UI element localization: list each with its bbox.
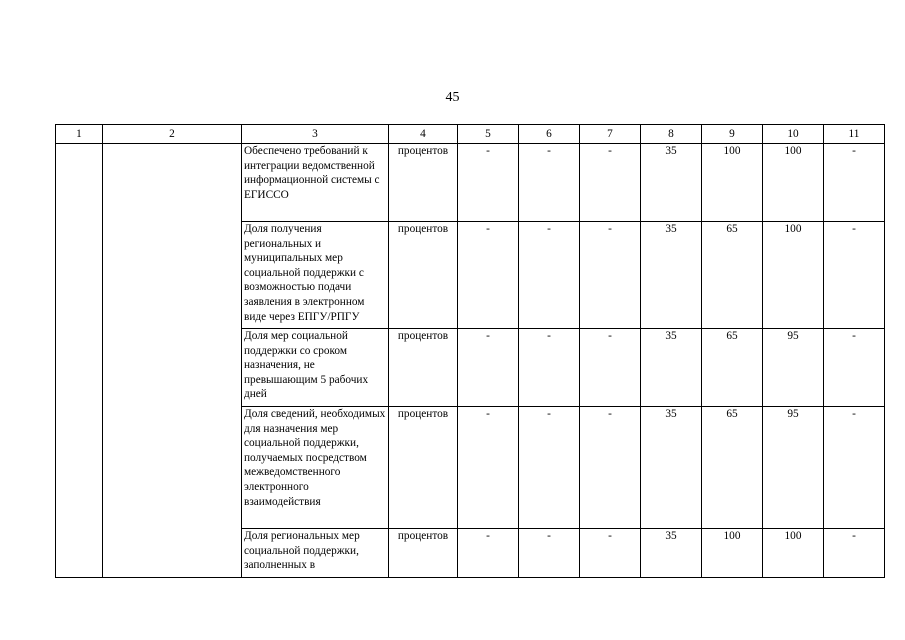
value-col5: - xyxy=(458,144,519,222)
value-col5: - xyxy=(458,529,519,578)
value-col8: 35 xyxy=(641,407,702,529)
value-col9: 65 xyxy=(702,222,763,329)
value-col11: - xyxy=(824,144,885,222)
value-col6: - xyxy=(519,529,580,578)
value-col10: 100 xyxy=(763,144,824,222)
value-col6: - xyxy=(519,222,580,329)
indicator-name: Доля региональных мер социальной поддержки, заполненных в xyxy=(242,529,389,578)
cell-goal-empty xyxy=(103,144,242,578)
value-col5: - xyxy=(458,407,519,529)
value-col9: 100 xyxy=(702,144,763,222)
table-row xyxy=(56,144,885,222)
column-header: 2 xyxy=(103,125,242,144)
cell-number-empty xyxy=(56,144,103,578)
value-col11: - xyxy=(824,329,885,407)
column-header: 3 xyxy=(242,125,389,144)
value-col7: - xyxy=(580,144,641,222)
value-col8: 35 xyxy=(641,222,702,329)
value-col8: 35 xyxy=(641,329,702,407)
column-header: 6 xyxy=(519,125,580,144)
column-header: 10 xyxy=(763,125,824,144)
value-col8: 35 xyxy=(641,144,702,222)
indicator-name: Доля получения региональных и муниципальных мер социальной поддержки с возможностью подачи заявления в электронном виде через ЕПГУ/РПГУ xyxy=(242,222,389,329)
column-header: 11 xyxy=(824,125,885,144)
value-col7: - xyxy=(580,222,641,329)
value-col9: 65 xyxy=(702,407,763,529)
value-col10: 100 xyxy=(763,529,824,578)
value-col5: - xyxy=(458,329,519,407)
indicator-unit: процентов xyxy=(389,222,458,329)
value-col6: - xyxy=(519,407,580,529)
value-col5: - xyxy=(458,222,519,329)
value-col9: 100 xyxy=(702,529,763,578)
value-col6: - xyxy=(519,144,580,222)
column-header: 8 xyxy=(641,125,702,144)
value-col10: 100 xyxy=(763,222,824,329)
column-header: 4 xyxy=(389,125,458,144)
value-col11: - xyxy=(824,529,885,578)
column-header: 7 xyxy=(580,125,641,144)
indicator-name: Доля мер социальной поддержки со сроком назначения, не превышающим 5 рабочих дней xyxy=(242,329,389,407)
value-col8: 35 xyxy=(641,529,702,578)
column-header: 9 xyxy=(702,125,763,144)
indicator-unit: процентов xyxy=(389,407,458,529)
value-col11: - xyxy=(824,222,885,329)
table-header-row xyxy=(56,125,885,144)
value-col9: 65 xyxy=(702,329,763,407)
value-col7: - xyxy=(580,407,641,529)
value-col10: 95 xyxy=(763,329,824,407)
indicator-unit: процентов xyxy=(389,529,458,578)
indicator-unit: процентов xyxy=(389,329,458,407)
indicator-name: Доля сведений, необходимых для назначения мер социальной поддержки, получаемых посредством межведомственного электронного взаимодействия xyxy=(242,407,389,529)
value-col7: - xyxy=(580,329,641,407)
value-col11: - xyxy=(824,407,885,529)
page-number: 45 xyxy=(445,90,460,105)
indicator-name: Обеспечено требований к интеграции ведомственной информационной системы с ЕГИССО xyxy=(242,144,389,222)
value-col7: - xyxy=(580,529,641,578)
value-col10: 95 xyxy=(763,407,824,529)
indicator-unit: процентов xyxy=(389,144,458,222)
value-col6: - xyxy=(519,329,580,407)
column-header: 1 xyxy=(56,125,103,144)
indicator-table xyxy=(55,124,885,578)
column-header: 5 xyxy=(458,125,519,144)
